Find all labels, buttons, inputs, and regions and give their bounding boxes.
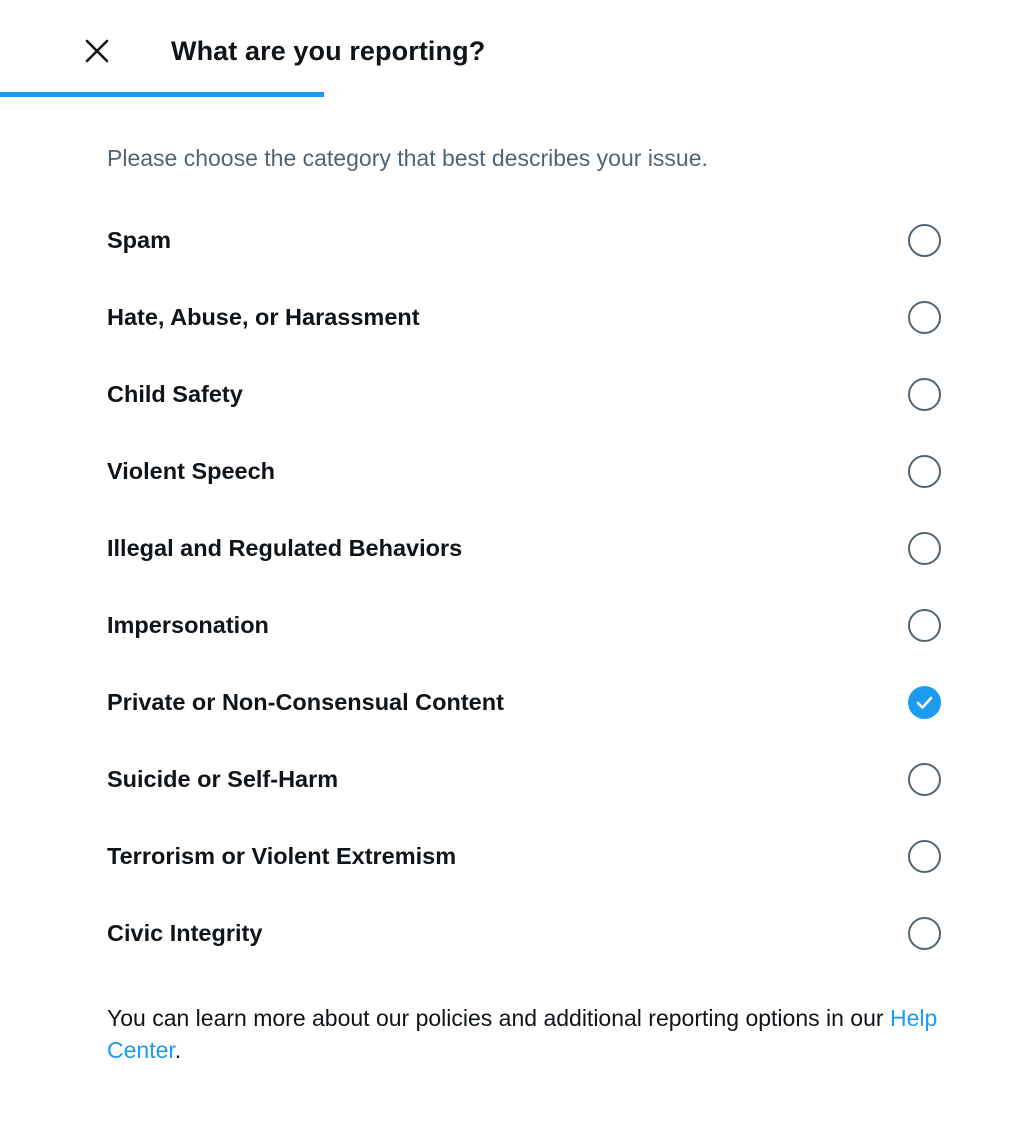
option-suicide-or-self-harm[interactable]	[0, 741, 1027, 818]
checkmark-icon	[908, 686, 941, 719]
option-label: Hate, Abuse, or Harassment	[107, 304, 420, 330]
radio-unchecked[interactable]	[908, 917, 941, 950]
option-label: Terrorism or Violent Extremism	[107, 843, 457, 869]
option-civic-integrity[interactable]	[0, 895, 1027, 972]
footer-suffix: .	[174, 1037, 182, 1063]
instructions-text: Please choose the category that best describes your issue.	[107, 145, 708, 171]
option-terrorism-or-violent-extremism[interactable]	[0, 818, 1027, 895]
option-label: Violent Speech	[107, 458, 276, 484]
option-child-safety[interactable]	[0, 356, 1027, 433]
option-impersonation[interactable]	[0, 587, 1027, 664]
radio-unchecked[interactable]	[908, 763, 941, 796]
category-list	[0, 202, 1027, 972]
radio-unchecked[interactable]	[908, 378, 941, 411]
progress-bar	[0, 92, 1027, 97]
close-icon	[84, 38, 110, 64]
option-spam[interactable]	[0, 202, 1027, 279]
radio-checked[interactable]	[908, 686, 941, 719]
option-label: Illegal and Regulated Behaviors	[107, 535, 463, 561]
radio-unchecked[interactable]	[908, 224, 941, 257]
report-header	[0, 0, 1027, 96]
radio-unchecked[interactable]	[908, 455, 941, 488]
progress-bar-fill	[0, 92, 324, 97]
radio-unchecked[interactable]	[908, 532, 941, 565]
option-violent-speech[interactable]	[0, 433, 1027, 510]
option-label: Child Safety	[107, 381, 243, 407]
option-illegal-and-regulated-behaviors[interactable]	[0, 510, 1027, 587]
option-label: Private or Non-Consensual Content	[107, 689, 504, 715]
option-hate-abuse-or-harassment[interactable]	[0, 279, 1027, 356]
option-private-or-non-consensual-content[interactable]	[0, 664, 1027, 741]
close-button[interactable]	[78, 32, 116, 70]
option-label: Civic Integrity	[107, 920, 263, 946]
help-footer	[107, 1002, 967, 1066]
option-label: Impersonation	[107, 612, 269, 638]
footer-text: You can learn more about our policies and additional reporting options in our	[107, 1005, 890, 1031]
option-label: Suicide or Self-Harm	[107, 766, 339, 792]
radio-unchecked[interactable]	[908, 609, 941, 642]
radio-unchecked[interactable]	[908, 840, 941, 873]
radio-unchecked[interactable]	[908, 301, 941, 334]
help-center-link[interactable]: Help Center	[107, 1005, 938, 1063]
page-title: What are you reporting?	[171, 36, 486, 66]
option-label: Spam	[107, 227, 171, 253]
